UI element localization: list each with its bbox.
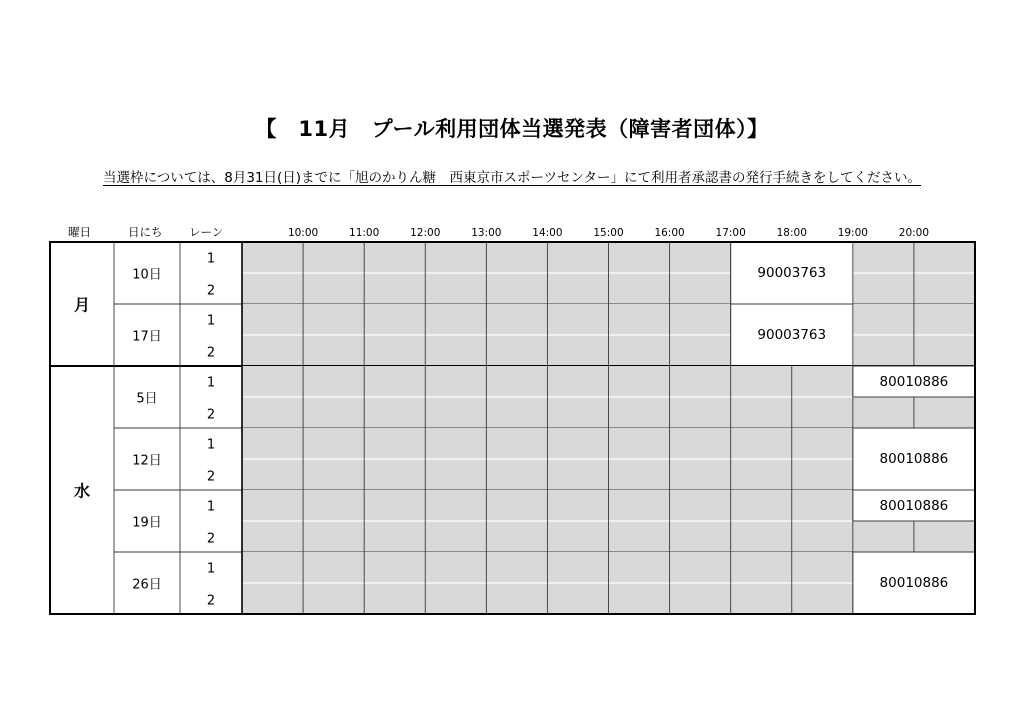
header-weekday: 曜日 [68, 225, 91, 239]
open-slot [792, 397, 853, 428]
open-slot [364, 521, 425, 552]
open-slot [609, 273, 670, 304]
lane-label: 1 [206, 313, 216, 328]
booking-number: 90003763 [757, 327, 827, 343]
open-slot [547, 242, 608, 273]
open-slot [609, 521, 670, 552]
open-slot [242, 552, 303, 583]
open-slot [425, 459, 486, 490]
open-slot [792, 521, 853, 552]
booking-number: 80010886 [879, 451, 949, 467]
booking-number: 90003763 [757, 265, 827, 281]
open-slot [670, 273, 731, 304]
open-slot [364, 428, 425, 459]
open-slot [547, 366, 608, 397]
booking-number: 80010886 [879, 575, 949, 591]
open-slot [670, 397, 731, 428]
notice-underlined: 当選枠については、8月31日(日)までに「旭のかりん糖 西東京市スポーツセンター」にて利用者承認書の発行手続きをしてください。 [103, 170, 921, 186]
open-slot [792, 459, 853, 490]
open-slot [425, 583, 486, 614]
weekday-label: 月 [73, 295, 91, 315]
open-slot [914, 273, 975, 304]
booking-number: 80010886 [879, 373, 949, 390]
open-slot [425, 552, 486, 583]
open-slot [242, 490, 303, 521]
open-slot [853, 304, 914, 335]
open-slot [670, 428, 731, 459]
lane-label: 2 [206, 345, 216, 360]
open-slot [914, 304, 975, 335]
open-slot [731, 366, 792, 397]
open-slot [425, 428, 486, 459]
open-slot [914, 521, 975, 552]
open-slot [303, 397, 364, 428]
date-label: 5日 [136, 391, 158, 407]
open-slot [364, 583, 425, 614]
open-slot [914, 242, 975, 273]
open-slot [609, 490, 670, 521]
lane-label: 2 [206, 469, 216, 484]
open-slot [303, 335, 364, 366]
open-slot [609, 459, 670, 490]
open-slot [547, 335, 608, 366]
open-slot [670, 304, 731, 335]
open-slot [425, 490, 486, 521]
lane-label: 2 [206, 283, 216, 298]
date-label: 26日 [132, 577, 162, 593]
time-label: 10:00 [287, 227, 319, 239]
open-slot [303, 273, 364, 304]
open-slot [609, 366, 670, 397]
header-lane: レーン [189, 225, 224, 239]
open-slot [792, 583, 853, 614]
open-slot [731, 459, 792, 490]
open-slot [364, 273, 425, 304]
open-slot [853, 335, 914, 366]
date-label: 12日 [132, 453, 162, 469]
open-slot [303, 459, 364, 490]
open-slot [670, 335, 731, 366]
open-slot [792, 552, 853, 583]
open-slot [914, 335, 975, 366]
date-label: 17日 [132, 329, 162, 345]
lane-label: 2 [206, 531, 216, 546]
open-slot [242, 366, 303, 397]
open-slot [242, 397, 303, 428]
open-slot [853, 242, 914, 273]
open-slot [609, 335, 670, 366]
open-slot [486, 304, 547, 335]
lane-label: 2 [206, 593, 216, 608]
open-slot [731, 428, 792, 459]
lane-label: 1 [206, 437, 216, 452]
open-slot [303, 521, 364, 552]
open-slot [242, 459, 303, 490]
open-slot [242, 335, 303, 366]
open-slot [303, 366, 364, 397]
open-slot [609, 304, 670, 335]
open-slot [486, 583, 547, 614]
open-slot [731, 583, 792, 614]
open-slot [242, 583, 303, 614]
open-slot [425, 335, 486, 366]
open-slot [792, 490, 853, 521]
open-slot [486, 428, 547, 459]
open-slot [486, 335, 547, 366]
header-date: 日にち [128, 225, 163, 239]
time-label: 12:00 [410, 227, 441, 239]
booking-number: 80010886 [879, 497, 949, 514]
open-slot [486, 366, 547, 397]
open-slot [486, 490, 547, 521]
open-slot [242, 428, 303, 459]
weekday-label: 水 [73, 481, 91, 501]
open-slot [242, 273, 303, 304]
open-slot [731, 521, 792, 552]
open-slot [609, 552, 670, 583]
open-slot [547, 459, 608, 490]
open-slot [303, 242, 364, 273]
open-slot [670, 366, 731, 397]
open-slot [486, 459, 547, 490]
open-slot [547, 304, 608, 335]
open-slot [486, 552, 547, 583]
open-slot [547, 428, 608, 459]
open-slot [364, 397, 425, 428]
open-slot [547, 552, 608, 583]
open-slot [670, 583, 731, 614]
open-slot [731, 552, 792, 583]
open-slot [242, 242, 303, 273]
open-slot [364, 552, 425, 583]
open-slot [425, 521, 486, 552]
time-label: 20:00 [898, 227, 930, 239]
open-slot [364, 490, 425, 521]
time-label: 15:00 [593, 227, 624, 239]
open-slot [303, 490, 364, 521]
open-slot [364, 242, 425, 273]
open-slot [853, 521, 914, 552]
open-slot [303, 552, 364, 583]
open-slot [914, 397, 975, 428]
open-slot [670, 242, 731, 273]
open-slot [609, 428, 670, 459]
open-slot [792, 428, 853, 459]
open-slot [425, 242, 486, 273]
open-slot [547, 397, 608, 428]
open-slot [547, 273, 608, 304]
time-label: 13:00 [471, 227, 502, 239]
lane-label: 1 [206, 251, 216, 266]
open-slot [853, 273, 914, 304]
open-slot [364, 304, 425, 335]
open-slot [303, 304, 364, 335]
date-label: 19日 [132, 515, 162, 531]
open-slot [547, 521, 608, 552]
open-slot [425, 304, 486, 335]
open-slot [731, 490, 792, 521]
open-slot [486, 397, 547, 428]
open-slot [486, 242, 547, 273]
open-slot [242, 304, 303, 335]
page-title: 【 11月 プール利用団体当選発表（障害者団体）】 [255, 117, 769, 141]
time-label: 11:00 [349, 227, 380, 239]
open-slot [425, 366, 486, 397]
time-label: 16:00 [654, 227, 685, 239]
time-label: 18:00 [776, 227, 807, 239]
open-slot [364, 459, 425, 490]
open-slot [303, 428, 364, 459]
open-slot [486, 273, 547, 304]
time-label: 19:00 [837, 227, 868, 239]
open-slot [609, 583, 670, 614]
open-slot [425, 397, 486, 428]
lane-label: 1 [206, 375, 216, 390]
open-slot [364, 366, 425, 397]
open-slot [853, 397, 914, 428]
open-slot [670, 490, 731, 521]
time-label: 17:00 [715, 227, 746, 239]
open-slot [670, 459, 731, 490]
lane-label: 1 [206, 499, 216, 514]
open-slot [609, 397, 670, 428]
open-slot [486, 521, 547, 552]
open-slot [303, 583, 364, 614]
open-slot [670, 552, 731, 583]
date-label: 10日 [132, 267, 162, 283]
open-slot [242, 521, 303, 552]
open-slot [792, 366, 853, 397]
lane-label: 1 [206, 561, 216, 576]
open-slot [731, 397, 792, 428]
time-label: 14:00 [532, 227, 563, 239]
open-slot [425, 273, 486, 304]
open-slot [547, 583, 608, 614]
open-slot [670, 521, 731, 552]
open-slot [364, 335, 425, 366]
lane-label: 2 [206, 407, 216, 422]
open-slot [609, 242, 670, 273]
open-slot [547, 490, 608, 521]
